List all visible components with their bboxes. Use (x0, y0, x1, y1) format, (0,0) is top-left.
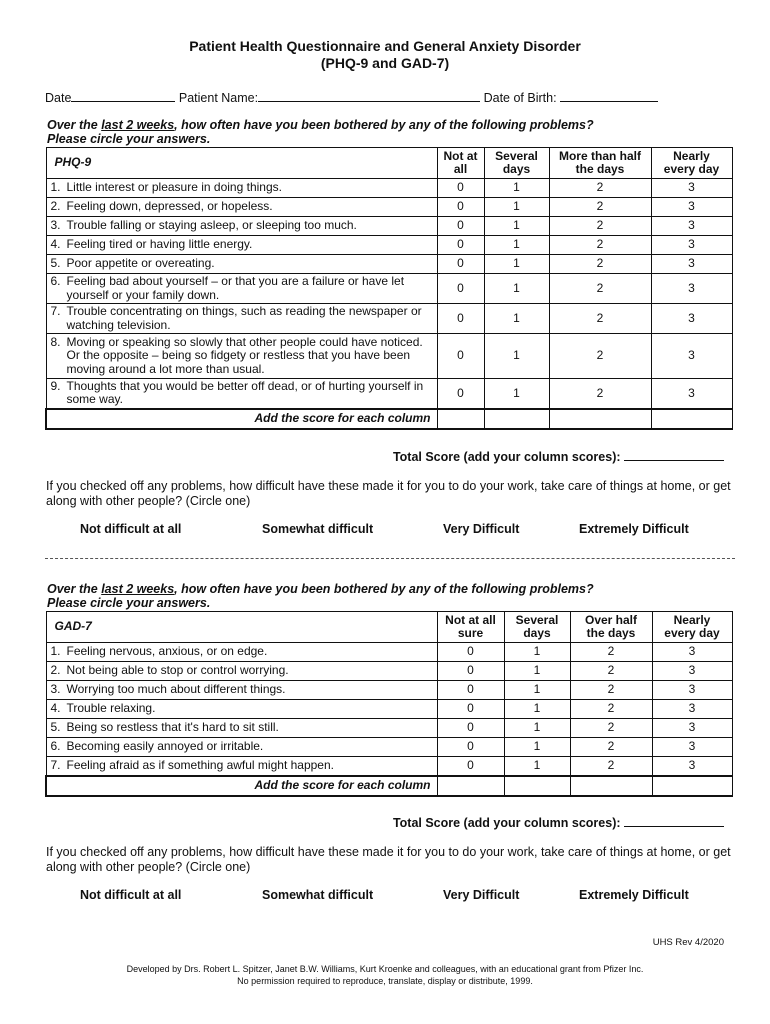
patient-info-line (45, 89, 658, 106)
question-cell (46, 274, 437, 304)
table-row (46, 334, 732, 379)
column-header-line: every day (664, 626, 720, 640)
question-number: 4. (50, 701, 61, 716)
revision-label: UHS Rev 4/2020 (652, 937, 724, 948)
gad7-table (45, 611, 733, 797)
gad7-column-header (504, 612, 570, 643)
column-header-line: Not at all (445, 612, 496, 627)
score-option[interactable]: 1 (484, 334, 549, 379)
score-option[interactable]: 1 (484, 217, 549, 236)
phq9-total-score (393, 448, 724, 464)
score-option[interactable]: 0 (437, 179, 484, 198)
score-option[interactable]: 1 (504, 757, 570, 776)
score-option[interactable]: 3 (652, 719, 732, 738)
option-not-difficult[interactable]: Not difficult at all (80, 522, 182, 536)
option-very-difficult[interactable]: Very Difficult (443, 888, 520, 902)
question-cell (46, 334, 437, 379)
question-number: 1. (50, 180, 61, 195)
option-very-difficult[interactable]: Very Difficult (443, 522, 520, 536)
score-option[interactable]: 3 (652, 662, 732, 681)
table-row (46, 662, 732, 681)
score-option[interactable]: 0 (437, 274, 484, 304)
sum-label: Add the score for each column (46, 409, 437, 429)
score-option[interactable]: 0 (437, 198, 484, 217)
patient-name-field[interactable] (258, 89, 480, 102)
prompt-text: Over the (47, 118, 102, 132)
score-option[interactable]: 0 (437, 738, 504, 757)
question-text: Feeling tired or having little energy. (66, 237, 253, 252)
column-header-line: sure (457, 626, 484, 640)
column-header-line: every day (663, 162, 720, 176)
score-option[interactable]: 2 (549, 379, 651, 409)
score-option[interactable]: 3 (651, 274, 732, 304)
question-number: 1. (50, 644, 61, 659)
gad7-column-header (570, 612, 652, 643)
prompt-text: Over the (47, 582, 102, 596)
prompt-emphasis: last 2 weeks (101, 118, 175, 132)
question-cell (46, 643, 437, 662)
score-option[interactable]: 2 (549, 334, 651, 379)
option-extremely-difficult[interactable]: Extremely Difficult (579, 888, 689, 902)
table-row (46, 757, 732, 776)
question-number: 8. (50, 334, 61, 349)
date-field[interactable] (71, 89, 175, 102)
score-option[interactable]: 0 (437, 334, 484, 379)
patient-name-label: Patient Name: (178, 91, 259, 105)
score-option[interactable]: 1 (484, 236, 549, 255)
phq9-table (45, 147, 733, 430)
option-not-difficult[interactable]: Not difficult at all (80, 888, 182, 902)
score-option[interactable]: 0 (437, 700, 504, 719)
score-option[interactable]: 1 (484, 179, 549, 198)
question-number: 7. (50, 758, 61, 772)
score-option[interactable]: 3 (652, 643, 732, 662)
score-option[interactable]: 2 (570, 662, 652, 681)
question-number: 2. (50, 199, 61, 214)
score-option[interactable]: 2 (570, 757, 652, 776)
question-text: Feeling nervous, anxious, or on edge. (66, 644, 268, 659)
score-option[interactable]: 1 (504, 738, 570, 757)
date-label: Date (45, 91, 72, 105)
column-header-line: the days (586, 626, 636, 640)
score-option[interactable]: 2 (570, 700, 652, 719)
score-option[interactable]: 3 (651, 217, 732, 236)
gad7-prompt (47, 582, 594, 610)
prompt-text: , how often have you been bothered by any of the following problems? (174, 118, 594, 132)
phq9-prompt (47, 118, 594, 146)
score-option[interactable]: 1 (504, 719, 570, 738)
column-header-line: Over half (584, 612, 638, 627)
table-row (46, 738, 732, 757)
score-option[interactable]: 1 (504, 643, 570, 662)
column-header-line: Several (515, 612, 559, 627)
table-row (46, 274, 732, 304)
prompt-emphasis: last 2 weeks (101, 582, 175, 596)
option-somewhat-difficult[interactable]: Somewhat difficult (262, 522, 374, 536)
question-number: 4. (50, 237, 61, 252)
gad7-scale-name: GAD-7 (46, 612, 437, 643)
table-row (46, 236, 732, 255)
question-text: Moving or speaking so slowly that other people could have noticed. Or the opposite – being so fidgety or restless that you have been moving around a lot more than usual. (66, 334, 423, 376)
score-option[interactable]: 3 (651, 236, 732, 255)
question-number: 9. (50, 378, 61, 393)
score-option[interactable]: 0 (437, 379, 484, 409)
question-number: 2. (50, 663, 61, 678)
gad7-sum-row (46, 776, 732, 796)
table-row (46, 643, 732, 662)
column-sum-field[interactable] (504, 776, 570, 796)
score-option[interactable]: 3 (651, 334, 732, 379)
question-number: 5. (50, 256, 61, 271)
question-cell (46, 379, 437, 409)
question-cell (46, 255, 437, 274)
column-sum-field[interactable] (652, 776, 732, 796)
dob-label: Date of Birth: (483, 91, 557, 105)
score-option[interactable]: 1 (484, 198, 549, 217)
gad7-total-score (393, 814, 724, 830)
phq9-column-header (437, 148, 484, 179)
table-row (46, 255, 732, 274)
score-option[interactable]: 3 (651, 255, 732, 274)
column-header-line: the days (575, 162, 625, 176)
prompt-text: , how often have you been bothered by any of the following problems? (174, 582, 594, 596)
form-title: Patient Health Questionnaire and General Anxiety Disorder (189, 38, 581, 54)
column-sum-field[interactable] (437, 409, 484, 429)
score-option[interactable]: 2 (549, 217, 651, 236)
question-cell (46, 236, 437, 255)
column-header-line: Several (495, 148, 538, 163)
question-text: Becoming easily annoyed or irritable. (66, 739, 264, 754)
question-text: Feeling bad about yourself – or that you are a failure or have let yourself or your family down. (66, 274, 405, 302)
question-cell (46, 179, 437, 198)
table-row (46, 719, 732, 738)
score-option[interactable]: 0 (437, 217, 484, 236)
question-cell (46, 700, 437, 719)
score-option[interactable]: 2 (570, 738, 652, 757)
score-option[interactable]: 0 (437, 719, 504, 738)
question-text: Little interest or pleasure in doing things. (66, 180, 282, 195)
score-option[interactable]: 2 (549, 255, 651, 274)
column-header-line: More than half (558, 148, 641, 163)
question-text: Not being able to stop or control worrying. (66, 663, 289, 678)
score-option[interactable]: 1 (484, 304, 549, 334)
score-option[interactable]: 0 (437, 236, 484, 255)
score-option[interactable]: 3 (651, 179, 732, 198)
score-option[interactable]: 2 (549, 198, 651, 217)
phq9-sum-row (46, 409, 732, 429)
question-number: 3. (50, 218, 61, 233)
score-option[interactable]: 0 (437, 255, 484, 274)
column-sum-field[interactable] (437, 776, 504, 796)
gad7-difficulty-options (0, 888, 770, 904)
form-subtitle: (PHQ-9 and GAD-7) (320, 55, 450, 71)
column-header-line: days (523, 626, 551, 640)
question-cell (46, 719, 437, 738)
question-text: Trouble concentrating on things, such as reading the newspaper or watching television. (66, 304, 422, 332)
question-text: Feeling afraid as if something awful might happen. (66, 758, 334, 772)
score-option[interactable]: 2 (549, 274, 651, 304)
column-header-line: all (453, 162, 468, 176)
table-row (46, 198, 732, 217)
phq9-column-header (484, 148, 549, 179)
score-option[interactable]: 3 (652, 700, 732, 719)
score-option[interactable]: 2 (549, 236, 651, 255)
option-extremely-difficult[interactable]: Extremely Difficult (579, 522, 689, 536)
phq9-column-header (651, 148, 732, 179)
gad7-difficulty-question: If you checked off any problems, how difficult have these made it for you to do your work, take care of things at home, or get along with other people? (Circle one) (46, 845, 731, 874)
gad7-column-header (652, 612, 732, 643)
score-option[interactable]: 0 (437, 662, 504, 681)
question-text: Feeling down, depressed, or hopeless. (66, 199, 273, 214)
question-cell (46, 738, 437, 757)
column-header-line: Nearly (673, 148, 710, 163)
question-cell (46, 681, 437, 700)
question-number: 3. (50, 682, 61, 697)
column-header-line: Not at (443, 148, 478, 163)
question-number: 6. (50, 274, 61, 288)
question-cell (46, 217, 437, 236)
phq9-difficulty-question: If you checked off any problems, how difficult have these made it for you to do your work, take care of things at home, or get along with other people? (Circle one) (46, 479, 731, 508)
gad7-column-header (437, 612, 504, 643)
question-text: Trouble falling or staying asleep, or sleeping too much. (66, 218, 357, 233)
score-option[interactable]: 2 (570, 719, 652, 738)
column-sum-field[interactable] (651, 409, 732, 429)
column-sum-field[interactable] (570, 776, 652, 796)
score-option[interactable]: 1 (484, 379, 549, 409)
score-option[interactable]: 2 (549, 304, 651, 334)
question-cell (46, 757, 437, 776)
phq9-difficulty-options (0, 522, 770, 538)
score-option[interactable]: 3 (652, 757, 732, 776)
score-option[interactable]: 0 (437, 681, 504, 700)
prompt-instruction: Please circle your answers. (47, 596, 211, 610)
score-option[interactable]: 3 (651, 304, 732, 334)
score-option[interactable]: 1 (504, 681, 570, 700)
dob-field[interactable] (560, 89, 658, 102)
footer-permission: No permission required to reproduce, translate, display or distribute, 1999. (237, 976, 533, 986)
score-option[interactable]: 2 (549, 179, 651, 198)
score-option[interactable]: 1 (484, 274, 549, 304)
question-number: 7. (50, 304, 61, 318)
option-somewhat-difficult[interactable]: Somewhat difficult (262, 888, 374, 902)
footer-credit: Developed by Drs. Robert L. Spitzer, Janet B.W. Williams, Kurt Kroenke and colleagues, with an educational grant from Pfizer Inc. (126, 964, 644, 974)
table-row (46, 379, 732, 409)
table-row (46, 217, 732, 236)
score-option[interactable]: 0 (437, 757, 504, 776)
question-number: 6. (50, 739, 61, 754)
column-header-line: days (502, 162, 531, 176)
question-text: Trouble relaxing. (66, 701, 156, 716)
question-cell (46, 662, 437, 681)
score-option[interactable]: 2 (570, 643, 652, 662)
question-text: Worrying too much about different things. (66, 682, 286, 697)
phq9-scale-name: PHQ-9 (46, 148, 437, 179)
total-score-label: Total Score (add your column scores): (392, 816, 624, 830)
score-option[interactable]: 3 (652, 738, 732, 757)
score-option[interactable]: 3 (651, 379, 732, 409)
section-divider (45, 558, 735, 559)
table-row (46, 700, 732, 719)
score-option[interactable]: 2 (570, 681, 652, 700)
total-score-label: Total Score (add your column scores): (392, 450, 624, 464)
phq9-column-header (549, 148, 651, 179)
question-text: Being so restless that it's hard to sit still. (66, 720, 279, 735)
column-header-line: Nearly (673, 612, 711, 627)
column-sum-field[interactable] (484, 409, 549, 429)
score-option[interactable]: 1 (504, 662, 570, 681)
score-option[interactable]: 1 (484, 255, 549, 274)
table-row (46, 304, 732, 334)
gad7-total-score-field[interactable] (624, 814, 724, 827)
score-option[interactable]: 0 (437, 643, 504, 662)
score-option[interactable]: 0 (437, 304, 484, 334)
score-option[interactable]: 1 (504, 700, 570, 719)
score-option[interactable]: 3 (651, 198, 732, 217)
table-row (46, 179, 732, 198)
question-cell (46, 198, 437, 217)
question-text: Poor appetite or overeating. (66, 256, 215, 271)
score-option[interactable]: 3 (652, 681, 732, 700)
phq9-total-score-field[interactable] (624, 448, 724, 461)
question-text: Thoughts that you would be better off dead, or of hurting yourself in some way. (66, 378, 424, 407)
sum-label: Add the score for each column (46, 776, 437, 796)
prompt-instruction: Please circle your answers. (47, 132, 211, 146)
question-cell (46, 304, 437, 334)
table-row (46, 681, 732, 700)
column-sum-field[interactable] (549, 409, 651, 429)
question-number: 5. (50, 720, 61, 735)
